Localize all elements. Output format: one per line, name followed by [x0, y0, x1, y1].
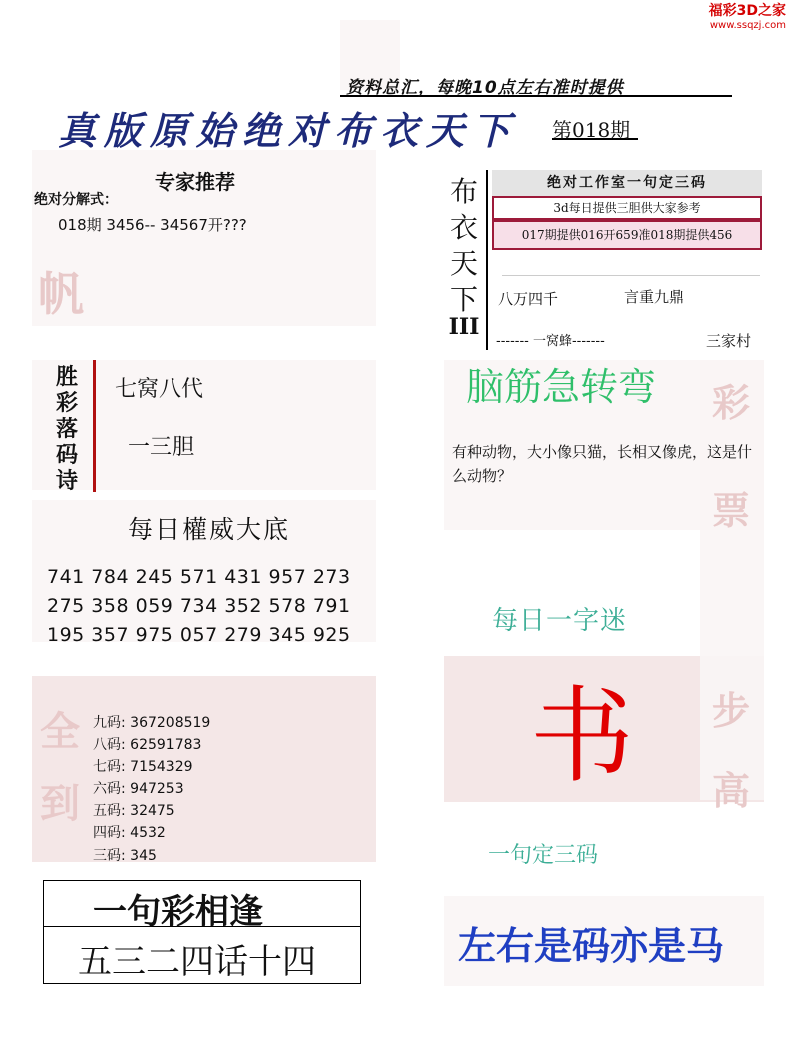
bg-watermark-glyph: 彩: [712, 380, 751, 425]
redacted-area: [502, 252, 760, 276]
poem-title-char: 胜: [55, 364, 78, 390]
poem-vertical-title: [40, 360, 96, 492]
poem-title-char: 码: [55, 442, 78, 468]
poem-line: 七窝八代: [115, 377, 204, 402]
riddle-text: 有种动物，大小像只猫，长相又像虎，这是什么动物？: [452, 443, 753, 485]
number-row: 195 357 975 057 279 345 925: [47, 624, 351, 642]
daily-base-numbers: [40, 560, 380, 642]
site-logo[interactable]: [682, 2, 786, 32]
studio-title-char: 布: [449, 175, 478, 208]
bg-watermark-glyph: 高: [712, 768, 751, 813]
bg-watermark-glyph: 全: [40, 708, 80, 755]
poem-title-char: 彩: [55, 390, 78, 416]
page-title: 真版原始绝对布衣天下: [58, 108, 519, 153]
saying-line: 五三二四话十四: [78, 942, 316, 982]
number-row: 275 358 059 734 352 578 791: [47, 595, 351, 617]
code-line: 九码: 367208519: [93, 715, 211, 731]
studio-row: 3d每日提供三胆供大家参考: [492, 196, 762, 220]
number-row: 741 784 245 571 431 957 273: [47, 566, 351, 588]
code-line: 三码: 345: [93, 848, 157, 864]
expert-title: 专家推荐: [155, 170, 235, 194]
site-url[interactable]: www.ssqzj.com: [709, 20, 786, 31]
daily-base-title: 每日權威大底: [128, 515, 291, 544]
studio-vertical-title: [440, 170, 488, 350]
studio-heading: 绝对工作室一句定三码: [492, 170, 762, 196]
riddle-title: 脑筋急转弯: [466, 365, 657, 409]
saying-line: 一句彩相逢: [93, 892, 263, 932]
bg-watermark-glyph: 步: [712, 688, 751, 733]
code-line: 六码: 947253: [93, 781, 184, 797]
code-line: 五码: 32475: [93, 803, 175, 819]
one-sentence-text: 左右是码亦是马: [458, 924, 725, 968]
studio-title-char: III: [448, 314, 480, 340]
studio-row: 017期提供016开659准018期提供456: [492, 220, 762, 250]
studio-row-right: 言重九鼎: [624, 288, 685, 306]
poem-title-char: 诗: [55, 468, 78, 494]
bg-art-panel-left-codes: [32, 676, 376, 862]
studio-row-left: 八万四千: [498, 290, 559, 308]
issue-label: 第018期: [552, 114, 638, 140]
studio-title-char: 天: [449, 247, 478, 280]
char-puzzle-title: 每日一字迷: [492, 606, 628, 636]
bg-watermark-glyph: 票: [712, 488, 751, 533]
studio-row-middle: ------- 一窝蜂-------: [496, 334, 605, 349]
studio-title-char: 下: [449, 283, 478, 316]
poem-line: 一三胆: [128, 435, 195, 460]
formula-label: 绝对分解式：: [34, 192, 118, 208]
code-line: 四码: 4532: [93, 825, 166, 841]
one-sentence-title: 一句定三码: [488, 843, 599, 868]
studio-row-right: 三家村: [706, 332, 752, 350]
code-line: 七码: 7154329: [93, 759, 193, 775]
formula-line: 018期 3456-- 34567开???: [58, 216, 247, 234]
bg-watermark-glyph: 帆: [38, 267, 84, 321]
code-line: 八码: 62591783: [93, 737, 202, 753]
top-banner: 资料总汇，每晚10点左右准时提供: [340, 73, 732, 97]
site-logo-text: 福彩3D之家: [708, 3, 786, 19]
studio-title-char: 衣: [449, 211, 478, 244]
bg-watermark-glyph: 到: [40, 780, 80, 827]
poem-title-char: 落: [55, 416, 78, 442]
char-puzzle-character: 书: [530, 675, 635, 797]
